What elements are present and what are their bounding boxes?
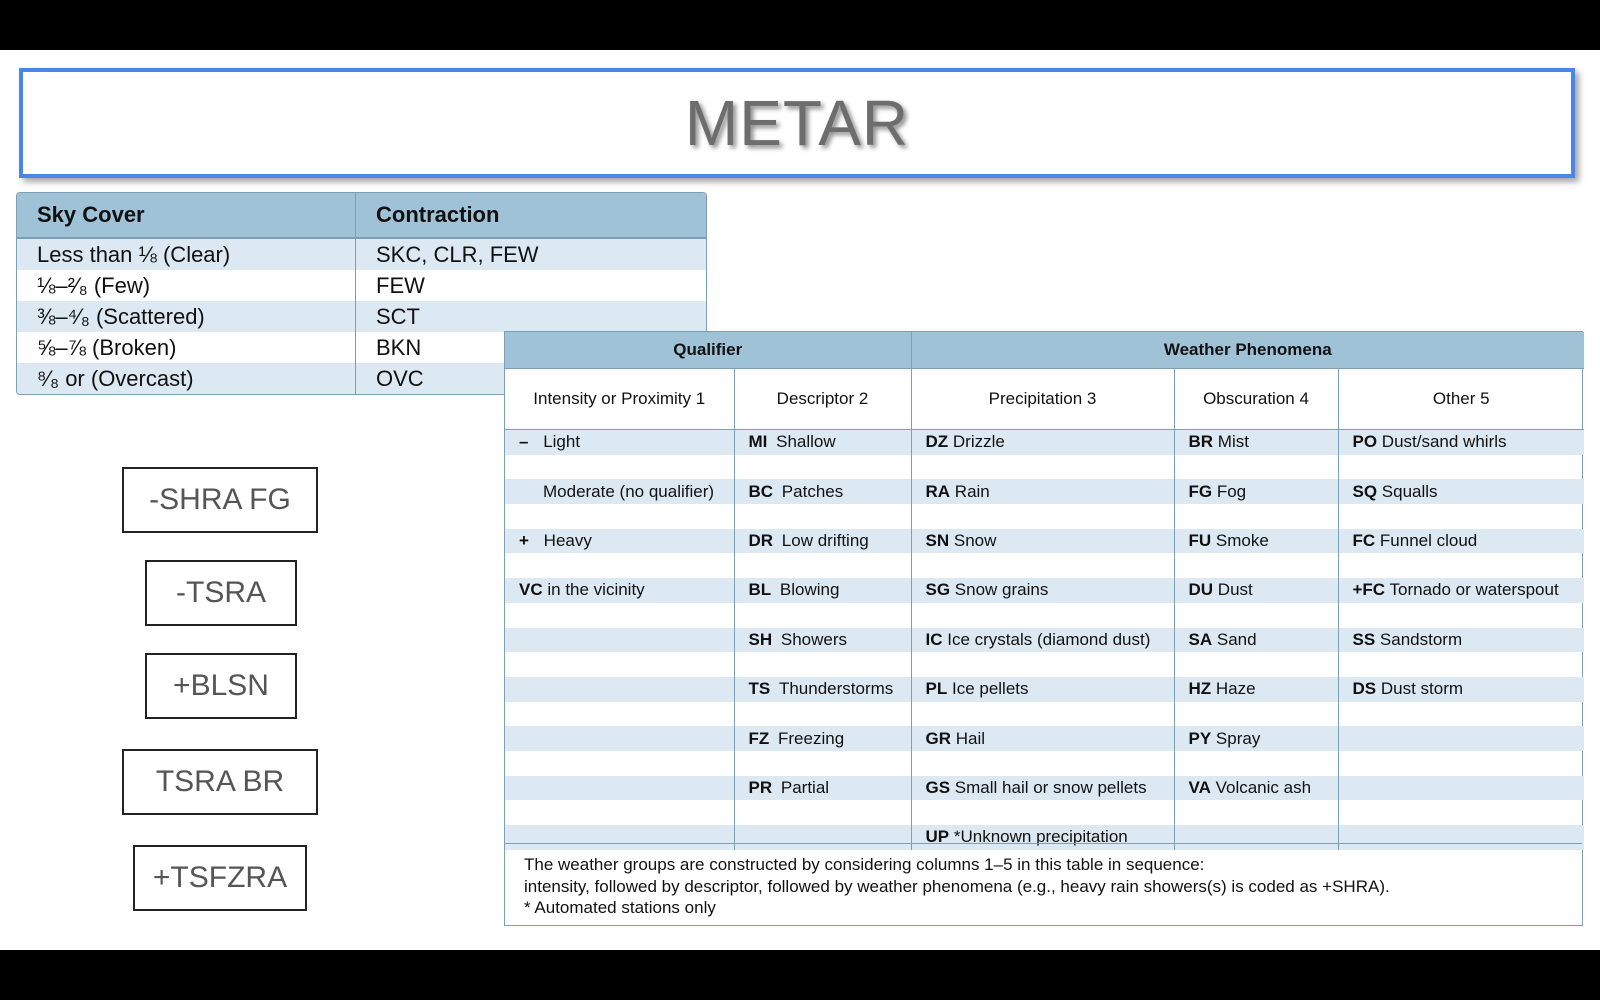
weather-code: BR: [1188, 432, 1214, 452]
weather-description: Freezing: [778, 728, 845, 748]
contraction-cell: SCT: [356, 301, 707, 332]
table-cell: [505, 479, 734, 504]
weather-description: Dust storm: [1380, 679, 1464, 699]
weather-code: DS: [1352, 679, 1377, 699]
weather-code: VA: [1188, 777, 1211, 797]
footnote-line: intensity, followed by descriptor, followed by weather phenomena (e.g., heavy rain showers(s) is coded as +SHRA).: [524, 876, 1390, 896]
weather-code: SS: [1352, 629, 1376, 649]
table-cell: [911, 578, 1174, 603]
table-cell: [911, 677, 1174, 702]
column-header: Other 5: [1338, 369, 1584, 430]
weather-description: Sand: [1216, 629, 1257, 649]
table-row: [17, 301, 706, 332]
spacer-cell: [911, 603, 1174, 628]
weather-code: GR: [925, 728, 951, 748]
table-cell: [734, 529, 911, 554]
spacer-row: [505, 553, 1584, 578]
weather-code: SQ: [1352, 481, 1378, 501]
spacer-cell: [1174, 800, 1338, 825]
spacer-cell: [734, 504, 911, 529]
spacer-cell: [1338, 751, 1584, 776]
contraction-cell: FEW: [376, 272, 425, 298]
spacer-cell: [1174, 504, 1338, 529]
spacer-cell: [734, 751, 911, 776]
example-box: +TSFZRA: [133, 845, 307, 911]
spacer-cell: [1338, 504, 1584, 529]
weather-description: Moderate (no qualifier): [543, 481, 715, 501]
column-header: Intensity or Proximity 1: [505, 369, 734, 430]
table-cell: [911, 628, 1174, 653]
weather-description: Rain: [954, 481, 990, 501]
footnote-line: * Automated stations only: [524, 898, 716, 917]
table-footnote: [505, 843, 1582, 925]
spacer-cell: [734, 702, 911, 727]
weather-code: FU: [1188, 531, 1212, 551]
weather-description: Haze: [1215, 679, 1256, 699]
table-cell: [505, 726, 734, 751]
weather-code: FG: [1188, 481, 1213, 501]
weather-code: PO: [1352, 432, 1378, 452]
weather-code: SH: [748, 629, 773, 649]
table-cell: [1174, 776, 1338, 801]
sky-cover-header: [17, 193, 706, 238]
table-cell: [1174, 578, 1338, 603]
weather-description: Drizzle: [952, 432, 1005, 452]
table-cell: [911, 726, 1174, 751]
weather-description: Blowing: [779, 580, 840, 600]
column-header-row: [505, 369, 1584, 430]
table-row: [17, 270, 706, 301]
spacer-cell: [911, 455, 1174, 480]
weather-code: UP: [925, 827, 950, 847]
spacer-cell: [505, 455, 734, 480]
spacer-row: [505, 702, 1584, 727]
table-cell: [1338, 726, 1584, 751]
weather-description: Small hail or snow pellets: [954, 777, 1147, 797]
weather-description: Mist: [1217, 432, 1249, 452]
spacer-cell: [734, 553, 911, 578]
spacer-cell: [1174, 455, 1338, 480]
table-cell: [1174, 430, 1338, 455]
weather-description: Light: [543, 432, 581, 452]
weather-code: IC: [925, 629, 943, 649]
spacer-cell: [505, 504, 734, 529]
spacer-cell: [1174, 702, 1338, 727]
weather-description: Sandstorm: [1379, 629, 1463, 649]
table-cell: [1174, 628, 1338, 653]
weather-description: Dust: [1217, 580, 1253, 600]
table-cell: [734, 479, 911, 504]
weather-description: Partial: [780, 777, 830, 797]
example-box: -SHRA FG: [122, 467, 318, 533]
spacer-row: [505, 455, 1584, 480]
weather-description: Shallow: [776, 432, 836, 452]
spacer-cell: [1338, 652, 1584, 677]
table-cell: [911, 430, 1174, 455]
spacer-cell: [911, 751, 1174, 776]
table-cell: [505, 628, 734, 653]
table-cell: [505, 529, 734, 554]
sky-cover-cell: ⅝–⅞ (Broken): [17, 332, 356, 363]
spacer-cell: [1174, 652, 1338, 677]
weather-code: RA: [925, 481, 951, 501]
table-row: [505, 430, 1584, 455]
weather-description: Volcanic ash: [1215, 777, 1312, 797]
weather-description: Ice crystals (diamond dust): [947, 629, 1151, 649]
footnote-line: The weather groups are constructed by considering columns 1–5 in this table in sequence:: [524, 855, 1205, 874]
table-cell: [911, 529, 1174, 554]
table-cell: [1174, 726, 1338, 751]
spacer-cell: [911, 504, 1174, 529]
spacer-row: [505, 800, 1584, 825]
table-cell: [911, 776, 1174, 801]
slide: [0, 50, 1600, 950]
weather-description: Low drifting: [781, 531, 869, 551]
weather-code: PY: [1188, 728, 1212, 748]
table-row: [505, 726, 1584, 751]
spacer-cell: [1338, 553, 1584, 578]
weather-code: +FC: [1352, 580, 1386, 600]
spacer-cell: [1174, 553, 1338, 578]
weather-code: TS: [748, 679, 771, 699]
table-cell: [734, 628, 911, 653]
table-cell: [505, 677, 734, 702]
table-cell: [734, 677, 911, 702]
spacer-cell: [734, 455, 911, 480]
spacer-cell: [1338, 603, 1584, 628]
table-cell: [1174, 479, 1338, 504]
weather-description: Thunderstorms: [778, 679, 894, 699]
weather-code: DU: [1188, 580, 1214, 600]
weather-code: MI: [748, 432, 768, 452]
sky-cover-cell: ⁸⁄₈ or (Overcast): [17, 363, 356, 394]
table-row: [505, 677, 1584, 702]
spacer-row: [505, 603, 1584, 628]
spacer-cell: [911, 652, 1174, 677]
spacer-cell: [734, 652, 911, 677]
table-cell: [734, 776, 911, 801]
weather-code: DR: [748, 531, 774, 551]
sky-cover-cell: ⅜–⁴⁄₈ (Scattered): [17, 301, 356, 332]
page-title: METAR: [684, 87, 910, 159]
spacer-cell: [505, 553, 734, 578]
example-box: +BLSN: [145, 653, 297, 719]
weather-code: –: [519, 432, 529, 452]
table-cell: [1338, 529, 1584, 554]
table-cell: [1174, 529, 1338, 554]
spacer-cell: [505, 603, 734, 628]
weather-code: PL: [925, 679, 948, 699]
table-row: [505, 479, 1584, 504]
spacer-cell: [505, 702, 734, 727]
title-box: [19, 68, 1575, 178]
spacer-cell: [1338, 800, 1584, 825]
spacer-cell: [1338, 455, 1584, 480]
spacer-cell: [505, 652, 734, 677]
weather-code: DZ: [925, 432, 949, 452]
spacer-row: [505, 504, 1584, 529]
weather-code: +: [519, 531, 529, 551]
weather-description: Smoke: [1215, 531, 1269, 551]
table-cell: [734, 430, 911, 455]
weather-description: Heavy: [543, 531, 592, 551]
spacer-row: [505, 751, 1584, 776]
spacer-cell: [911, 702, 1174, 727]
spacer-cell: [734, 800, 911, 825]
weather-description: Spray: [1215, 728, 1261, 748]
weather-description: Hail: [955, 728, 986, 748]
sky-cover-cell: Less than ⅛ (Clear): [17, 238, 356, 270]
spacer-cell: [734, 603, 911, 628]
weather-code: SA: [1188, 629, 1213, 649]
example-box: TSRA BR: [122, 749, 318, 815]
table-cell: [1174, 677, 1338, 702]
weather-description: Showers: [780, 629, 847, 649]
column-header: Obscuration 4: [1174, 369, 1338, 430]
table-cell: [1338, 628, 1584, 653]
spacer-row: [505, 652, 1584, 677]
table-cell: [505, 776, 734, 801]
contraction-cell: SKC, CLR, FEW: [356, 238, 707, 270]
weather-description: Snow: [953, 531, 997, 551]
weather-description: Funnel cloud: [1379, 531, 1478, 551]
spacer-cell: [911, 553, 1174, 578]
example-box: -TSRA: [145, 560, 297, 626]
weather-code: SG: [925, 580, 951, 600]
weather-description: Patches: [781, 481, 844, 501]
contraction-header-cell: Contraction: [356, 193, 707, 238]
weather-code: VC: [519, 580, 543, 600]
table-cell: [1338, 677, 1584, 702]
table-row: [505, 776, 1584, 801]
weather-description: in the vicinity: [547, 580, 645, 600]
qualifier-group-header: Qualifier: [505, 332, 911, 369]
weather-description: Dust/sand whirls: [1381, 432, 1507, 452]
spacer-cell: [505, 751, 734, 776]
spacer-cell: [1174, 751, 1338, 776]
weather-description: Squalls: [1381, 481, 1438, 501]
spacer-cell: [505, 800, 734, 825]
table-cell: [505, 430, 734, 455]
weather-code: BL: [748, 580, 772, 600]
weather-code: PR: [748, 777, 773, 797]
weather-description: Ice pellets: [951, 679, 1029, 699]
table-cell: [505, 578, 734, 603]
table-cell: [1338, 479, 1584, 504]
weather-description: Fog: [1216, 481, 1247, 501]
weather-code: GS: [925, 777, 951, 797]
table-row: [505, 529, 1584, 554]
table-row: [505, 578, 1584, 603]
weather-description: Snow grains: [954, 580, 1049, 600]
group-header-row: [505, 332, 1584, 369]
contraction-cell: OVC: [356, 363, 707, 394]
table-cell: [1338, 578, 1584, 603]
table-cell: [734, 726, 911, 751]
table-cell: [734, 578, 911, 603]
sky-cover-header-cell: Sky Cover: [17, 193, 356, 238]
weather-code: HZ: [1188, 679, 1212, 699]
table-row: [17, 238, 706, 270]
weather-phenomena-group-header: Weather Phenomena: [911, 332, 1584, 369]
weather-description: *Unknown precipitation: [953, 827, 1128, 847]
spacer-cell: [1338, 702, 1584, 727]
weather-phenomena-table: [504, 331, 1583, 926]
weather-description: Tornado or waterspout: [1389, 580, 1559, 600]
column-header: Descriptor 2: [734, 369, 911, 430]
spacer-cell: [911, 800, 1174, 825]
sky-cover-cell: ⅛–²⁄₈ (Few): [17, 270, 356, 301]
spacer-cell: [1174, 603, 1338, 628]
weather-code: FC: [1352, 531, 1376, 551]
column-header: Precipitation 3: [911, 369, 1174, 430]
table-cell: [1338, 430, 1584, 455]
table-cell: [1338, 776, 1584, 801]
weather-code: FZ: [748, 728, 770, 748]
weather-code: BC: [748, 481, 774, 501]
contraction-cell: BKN: [376, 334, 422, 360]
weather-code: SN: [925, 531, 950, 551]
table-cell: [911, 479, 1174, 504]
table-row: [505, 628, 1584, 653]
